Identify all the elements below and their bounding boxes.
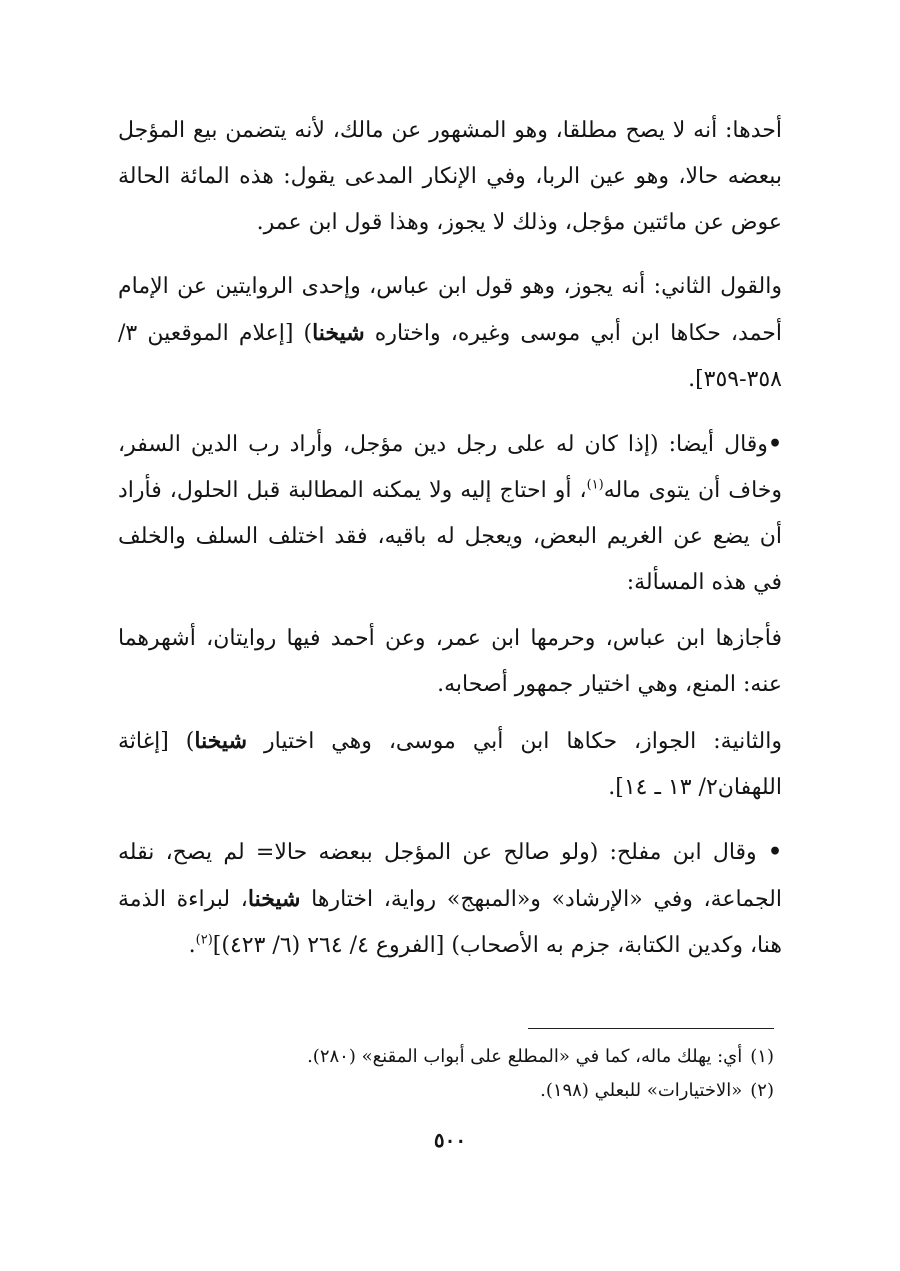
footnotes: [134, 1040, 774, 1108]
paragraph-3-text-start: وقال أيضا: (إذا كان له على رجل دين مؤجل، وأراد رب الدين السفر، وخاف أن يتوى ماله: [118, 432, 782, 503]
paragraph-6-text-mid: ، لبراءة الذمة هنا، وكدين الكتابة، جزم به الأصحاب) [الفروع ٤/ ٢٦٤ (٦/ ٤٢٣)]: [118, 887, 782, 958]
paragraph-2-emphasis: شيخنا: [312, 320, 365, 346]
paragraph-3-text-end: ، أو احتاج إليه ولا يمكنه المطالبة قبل الحلول، فأراد أن يضع عن الغريم البعض، ويعجل له باقيه، فقد اختلف السلف والخلف في هذه المسألة:: [118, 478, 782, 595]
paragraph-2: [118, 264, 782, 403]
footnote-ref-2: (٢): [195, 932, 213, 948]
paragraph-6-emphasis: شيخنا: [247, 886, 301, 912]
paragraph-5: [118, 718, 782, 811]
footnote-divider: [528, 1028, 774, 1029]
paragraph-5-text-start: والثانية: الجواز، حكاها ابن أبي موسى، وهي اختيار: [247, 729, 783, 754]
footnote-ref-1: (١): [586, 477, 604, 493]
paragraph-3: [118, 421, 782, 606]
bullet-icon: •: [767, 839, 782, 865]
footnote-1-text: أي: يهلك ماله، كما في «المطلع على أبواب المقنع» (٢٨٠).: [307, 1046, 743, 1067]
paragraph-2-text-end: ) [إعلام الموقعين ٣/ ٣٥٨-٣٥٩].: [118, 321, 782, 392]
footnote-1: [134, 1040, 774, 1074]
footnote-1-number: (١): [750, 1046, 774, 1067]
paragraph-4: [118, 616, 782, 708]
page-number: ٥٠٠: [433, 1128, 467, 1152]
footnote-2: [134, 1074, 774, 1108]
paragraph-6-text-start: وقال ابن مفلح: (ولو صالح عن المؤجل ببعضه حالا= لم يصح، نقله الجماعة، وفي «الإرشاد» و«المبهج» رواية، اختارها: [118, 840, 782, 912]
paragraph-6-text-end: .: [188, 933, 196, 958]
paragraph-5-text-end: ) [إغاثة اللهفان٢/ ١٣ ـ ١٤].: [118, 729, 782, 800]
paragraph-6: [118, 829, 782, 969]
bullet-icon: •: [767, 431, 782, 457]
paragraph-5-emphasis: شيخنا: [194, 728, 248, 754]
footnote-2-number: (٢): [750, 1080, 774, 1101]
paragraph-2-text-start: والقول الثاني: أنه يجوز، وهو قول ابن عباس، وإحدى الروايتين عن الإمام أحمد، حكاها ابن أبي موسى وغيره، واختاره: [118, 274, 782, 346]
paragraph-1-text: أحدها: أنه لا يصح مطلقا، وهو المشهور عن مالك، لأنه يتضمن بيع المؤجل ببعضه حالا، وهو عين الربا، وفي الإنكار المدعى يقول: هذه المائة الحالة عوض عن مائتين مؤجل، وذلك لا يجوز، وهذا قول ابن عمر.: [118, 118, 782, 235]
paragraph-4-text: فأجازها ابن عباس، وحرمها ابن عمر، وعن أحمد فيها روايتان، أشهرهما عنه: المنع، وهي اختيار جمهور أصحابه.: [118, 626, 782, 697]
footnote-2-text: «الاختيارات» للبعلي (١٩٨).: [540, 1080, 743, 1101]
page-body: [118, 108, 782, 979]
paragraph-1: [118, 108, 782, 246]
